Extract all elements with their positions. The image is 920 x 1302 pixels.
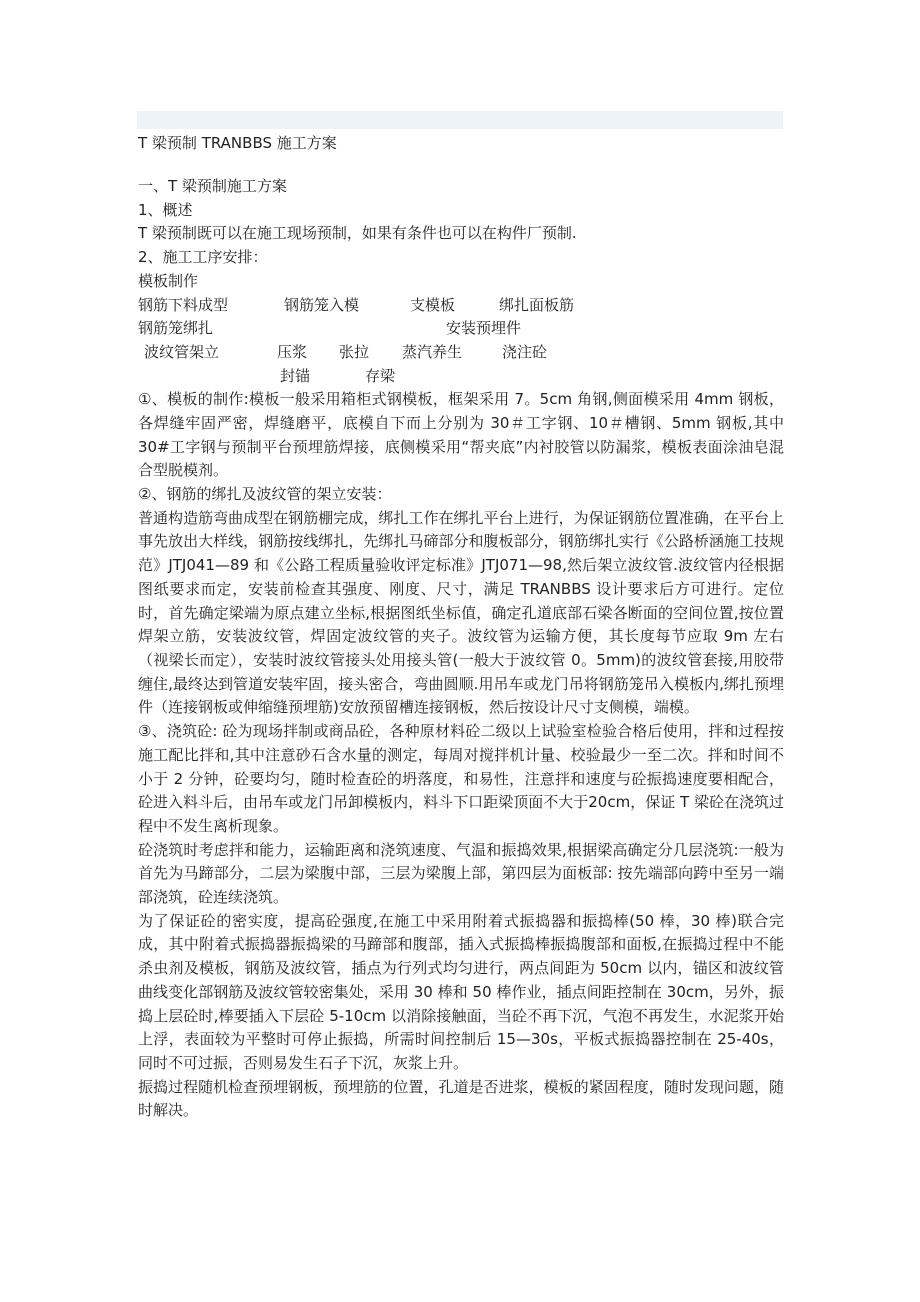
section-heading: 一、T 梁预制施工方案 (138, 177, 287, 195)
flow-step: 绑扎面板筋 (499, 295, 575, 314)
flow-step: 蒸汽养生 (402, 342, 463, 361)
flow-step: 压浆 (277, 342, 308, 361)
flow-step: 波纹管架立 (144, 342, 220, 361)
document-body (138, 128, 784, 1123)
flow-step: 支模板 (410, 295, 456, 314)
overview-text: T 梁预制既可以在施工现场预制，如果有条件也可以在构件厂预制. (138, 224, 577, 243)
flow-step: 安装预埋件 (446, 319, 522, 338)
flow-step: 钢筋下料成型 (138, 295, 229, 314)
paragraph-inspection: 振捣过程随机检查预埋钢板，预埋筋的位置，孔道是否进浆，模板的紧固程度，随时发现问题，随时解决。 (138, 1077, 784, 1120)
flow-step: 模板制作 (138, 271, 199, 290)
flow-step: 封锚 (280, 366, 311, 385)
subsection-title-overview: 1、概述 (138, 200, 193, 219)
paragraph-pouring: ③、浇筑砼: 砼为现场拌制或商品砼，各种原材料砼二级以上试验室检验合格后使用，拌和过程按施工配比拌和,其中注意砂石含水量的测定，每周对搅拌机计量、校验最少一至二次。拌和时间不小于 2 分钟，砼要均匀，随时检查砼的坍落度，和易性，注意拌和速度与砼振捣速度要相配合，砼进入料斗后，由吊车或龙门吊卸模板内，料斗下口距梁顶面不大于20cm，保证 T 梁砼在浇筑过程中不发生离析现象。 (138, 722, 784, 835)
flow-step: 钢筋笼绑扎 (138, 319, 214, 338)
subsection-title-process: 2、施工工序安排： (138, 248, 268, 267)
header-bar (137, 111, 783, 129)
paragraph-formwork: ①、模板的制作:模板一般采用箱柜式钢模板，框架采用 7。5cm 角钢,侧面模采用 4mm 钢板，各焊缝牢固严密，焊缝磨平，底模自下而上分别为 30＃工字钢、10＃槽钢、5mm 钢板,其中 30#工字钢与预制平台预埋筋焊接，底侧模采用“帮夹底”内衬胶管以防漏浆，模板表面涂油皂混合型脱模剂。 (138, 390, 784, 480)
paragraph-layers: 砼浇筑时考虑拌和能力，运输距离和浇筑速度、气温和振捣效果,根据梁高确定分几层浇筑:一般为首先为马蹄部分，二层为梁腹中部，三层为梁腹上部，第四层为面板部: 按先端部向跨中至另一端部浇筑，砼连续浇筑。 (138, 840, 784, 907)
document-title: T 梁预制 TRANBBS 施工方案 (138, 134, 337, 152)
flow-step: 钢筋笼入模 (284, 295, 360, 314)
paragraph-title-rebar: ②、钢筋的绑扎及波纹管的架立安装： (138, 485, 392, 504)
flow-step: 张拉 (339, 342, 370, 361)
process-flow (138, 270, 784, 388)
flow-step: 存梁 (365, 366, 396, 385)
paragraph-vibration: 为了保证砼的密实度，提高砼强度,在施工中采用附着式振捣器和振捣棒(50 棒，30 棒)联合完成，其中附着式振捣器振捣梁的马蹄部和腹部，插入式振捣棒振捣腹部和面板,在振捣过程中不能杀虫剂及模板，钢筋及波纹管，插点为行列式均匀进行，两点间距为 50cm 以内，锚区和波纹管曲线变化部钢筋及波纹管较密集处，采用 30 棒和 50 棒作业，插点间距控制在 30cm，另外，振捣上层砼时,棒要插入下层砼 5-10cm 以消除接触面，当砼不再下沉，气泡不再发生，水泥浆开始上浮，表面较为平整时可停止振捣，所需时间控制后 15—30s，平板式振捣器控制在 25-40s，同时不可过振，否则易发生石子下沉，灰浆上升。 (138, 911, 784, 1072)
flow-step: 浇注砼 (502, 342, 548, 361)
paragraph-rebar: 普通构造筋弯曲成型在钢筋棚完成，绑扎工作在绑扎平台上进行，为保证钢筋位置准确，在平台上事先放出大样线，钢筋按线绑扎，先绑扎马碲部分和腹板部分，钢筋绑扎实行《公路桥涵施工技规范》JTJ041—89 和《公路工程质量验收评定标准》JTJ071—98,然后架立波纹管.波纹管内径根据图纸要求而定，安装前检查其强度、刚度、尺寸，满足 TRANBBS 设计要求后方可进行。定位时，首先确定梁端为原点建立坐标,根据图纸坐标值，确定孔道底部石梁各断面的空间位置,按位置焊架立筋，安装波纹管，焊固定波纹管的夹子。波纹管为运输方便，其长度每节应取 9m 左右（视梁长而定），安装时波纹管接头处用接头管(一般大于波纹管 0。5mm)的波纹管套接,用胶带缠住,最终达到管道安装牢固，接头密合，弯曲圆顺.用吊车或龙门吊将钢筋笼吊入模板内,绑扎预埋件（连接钢板或伸缩缝预埋筋)安放预留槽连接钢板，然后按设计尺寸支侧模，端模。 (138, 508, 784, 717)
